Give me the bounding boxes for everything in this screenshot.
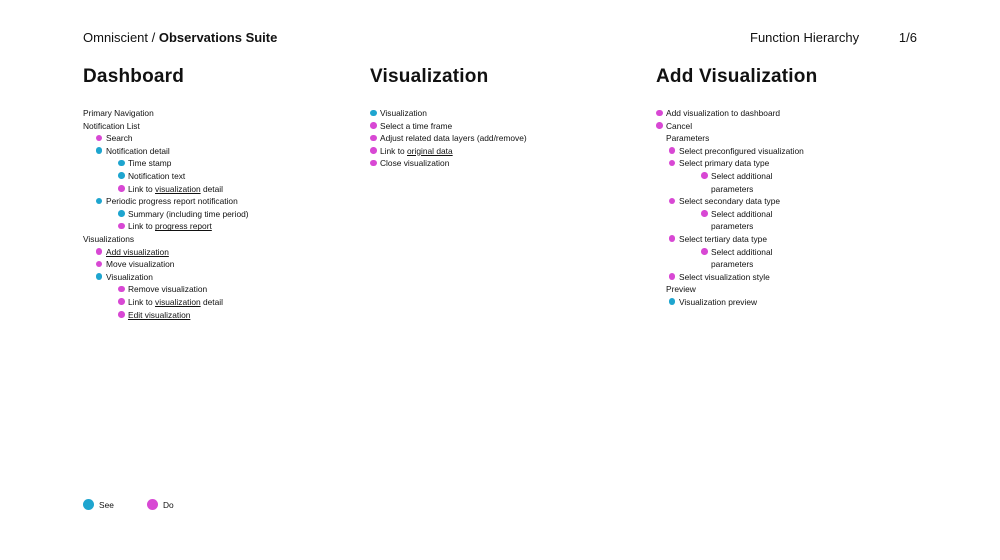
column-title: Visualization	[370, 66, 489, 87]
tree-item: Link to visualization detail	[83, 296, 363, 309]
tree-item: Remove visualization	[83, 283, 363, 296]
do-dot-icon	[701, 210, 708, 217]
tree-item: Notification text	[83, 170, 363, 183]
see-dot-icon	[96, 273, 103, 280]
tree-item: Select visualization style	[656, 271, 936, 284]
column-visualization	[370, 66, 650, 170]
do-dot-icon	[370, 147, 377, 154]
tree-item: Close visualization	[370, 157, 650, 170]
do-dot-icon	[370, 135, 377, 142]
do-dot-icon	[118, 311, 125, 318]
do-dot-icon	[118, 223, 125, 230]
see-dot-icon	[118, 172, 125, 179]
do-dot-icon	[701, 248, 708, 255]
see-dot-icon	[118, 160, 125, 167]
brand-product: Observations Suite	[158, 30, 278, 45]
see-dot-icon	[370, 110, 377, 117]
do-dot-icon	[669, 235, 676, 242]
do-dot-icon	[118, 185, 125, 192]
function-tree	[83, 107, 363, 321]
tree-item	[83, 309, 363, 322]
do-dot-icon	[96, 261, 103, 268]
brand-prefix: Omniscient /	[83, 30, 156, 45]
brand	[83, 30, 277, 45]
tree-item: Notification detail	[83, 145, 363, 158]
progress-report-link[interactable]: progress report	[155, 221, 212, 232]
tree-item: Visualizations	[83, 233, 135, 244]
page-number: 1/6	[898, 30, 917, 45]
column-add-visualization	[656, 66, 936, 309]
tree-item: Link to visualization detail	[83, 183, 363, 196]
do-dot-icon	[656, 110, 663, 117]
page-header	[83, 30, 917, 48]
do-dot-icon	[669, 147, 676, 154]
tree-item: Select a time frame	[370, 120, 650, 133]
do-dot-icon	[656, 122, 663, 129]
tree-item: Select preconfigured visualization	[656, 145, 936, 158]
tree-item: Preview	[666, 284, 696, 295]
column-dashboard	[83, 66, 363, 321]
do-dot-icon	[96, 135, 103, 142]
add-visualization-link[interactable]: Add visualization	[106, 246, 169, 257]
see-dot-icon	[83, 499, 94, 510]
tree-item: Select tertiary data type	[656, 233, 936, 246]
function-tree	[370, 107, 650, 170]
tree-item: Notification List	[83, 120, 140, 131]
visualization-link[interactable]: visualization	[155, 183, 201, 194]
tree-item: Add visualization to dashboard	[656, 107, 936, 120]
function-tree	[656, 107, 936, 309]
section-name: Function Hierarchy	[750, 30, 860, 45]
see-dot-icon	[96, 147, 103, 154]
tree-item: Select secondary data type	[656, 195, 936, 208]
see-dot-icon	[118, 210, 125, 217]
tree-item	[83, 246, 363, 259]
tree-item: Visualization	[83, 271, 363, 284]
column-title: Add Visualization	[656, 66, 818, 87]
see-dot-icon	[669, 298, 676, 305]
tree-item: Select additional parameters	[656, 208, 811, 233]
tree-item: Primary Navigation	[83, 108, 154, 118]
column-title: Dashboard	[83, 66, 185, 87]
tree-item: Summary (including time period)	[83, 208, 363, 221]
tree-item: Select additional parameters	[656, 246, 811, 271]
tree-item: Visualization preview	[656, 296, 936, 309]
tree-item: Time stamp	[83, 157, 363, 170]
tree-item: Move visualization	[83, 258, 363, 271]
do-dot-icon	[701, 172, 708, 179]
do-dot-icon	[669, 198, 676, 205]
edit-visualization-link[interactable]: Edit visualization	[128, 309, 191, 320]
visualization-link[interactable]: visualization	[155, 296, 201, 307]
do-dot-icon	[118, 286, 125, 293]
do-dot-icon	[669, 273, 676, 280]
do-dot-icon	[370, 122, 377, 129]
tree-item: Link to progress report	[83, 220, 363, 233]
tree-item: Parameters	[666, 133, 710, 144]
tree-item: Periodic progress report notification	[83, 195, 363, 208]
tree-item: Select primary data type	[656, 157, 936, 170]
do-dot-icon	[147, 499, 158, 510]
tree-item: Adjust related data layers (add/remove)	[370, 132, 650, 145]
do-dot-icon	[96, 248, 103, 255]
do-dot-icon	[669, 160, 676, 167]
original-data-link[interactable]: original data	[407, 145, 453, 156]
tree-item: Cancel	[656, 120, 936, 133]
do-dot-icon	[370, 160, 377, 167]
see-dot-icon	[96, 198, 103, 205]
tree-item: Select additional parameters	[656, 170, 811, 195]
do-dot-icon	[118, 298, 125, 305]
tree-item: Search	[83, 132, 363, 145]
tree-item: Link to original data	[370, 145, 650, 158]
tree-item: Visualization	[370, 107, 650, 120]
